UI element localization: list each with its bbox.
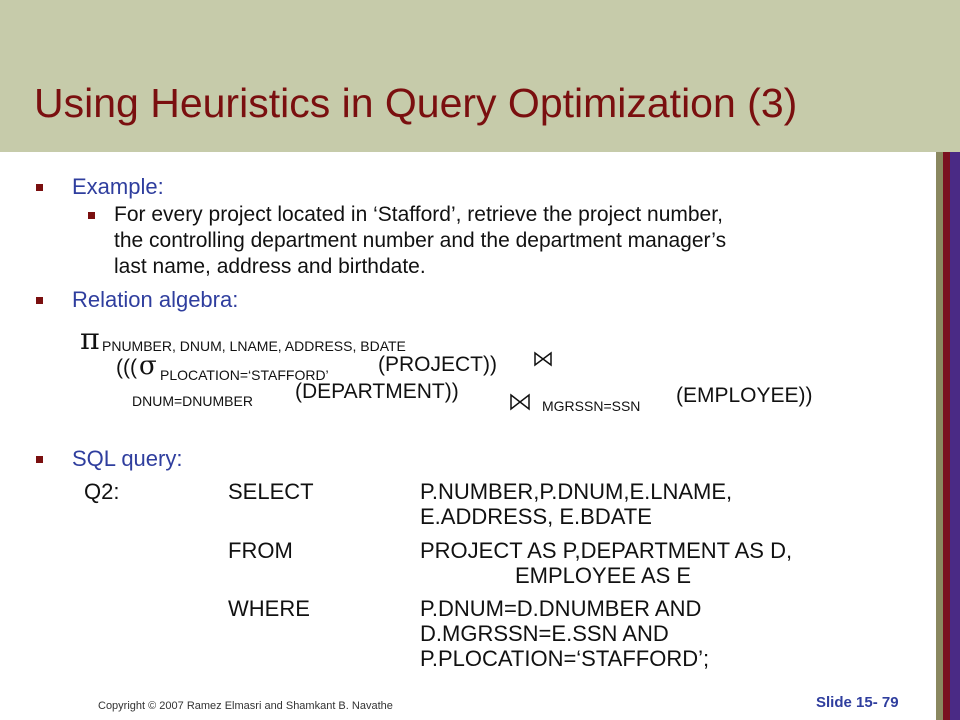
slide-title: Using Heuristics in Query Optimization (3) xyxy=(34,80,798,126)
slide-number: Slide 15- 79 xyxy=(816,694,899,711)
join-icon xyxy=(533,351,553,367)
example-line-2: the controlling department number and the department manager’s xyxy=(114,229,727,252)
sql-where-line-1: P.DNUM=D.DNUMBER AND xyxy=(420,596,702,621)
bullet-icon xyxy=(36,456,43,463)
sql-where-line-2: D.MGRSSN=E.SSN AND xyxy=(420,621,669,646)
example-line-1: For every project located in ‘Stafford’, retrieve the project number, xyxy=(114,203,723,226)
relalg-label: Relation algebra: xyxy=(72,287,239,312)
title-band xyxy=(0,0,960,152)
algebra-open-paren: ((( xyxy=(116,356,137,379)
selection-condition: PLOCATION=‘STAFFORD’ xyxy=(160,367,329,383)
decor-stripe-purple xyxy=(950,152,960,720)
sql-from-keyword: FROM xyxy=(228,538,293,563)
example-label: Example: xyxy=(72,174,164,199)
algebra-project: (PROJECT)) xyxy=(378,353,497,376)
sql-from-line-2: EMPLOYEE AS E xyxy=(515,563,692,588)
example-line-3: last name, address and birthdate. xyxy=(114,255,426,278)
sql-where-line-3: P.PLOCATION=‘STAFFORD’; xyxy=(420,646,710,671)
bullet-icon xyxy=(36,184,43,191)
sql-select-line-2: E.ADDRESS, E.BDATE xyxy=(420,504,652,529)
algebra-department: (DEPARTMENT)) xyxy=(295,380,459,403)
query-label: Q2: xyxy=(84,479,120,504)
sql-where-keyword: WHERE xyxy=(228,596,310,621)
pi-symbol: π xyxy=(80,322,100,357)
algebra-employee: (EMPLOYEE)) xyxy=(676,384,813,407)
join-condition-2: MGRSSN=SSN xyxy=(542,398,641,414)
bullet-icon xyxy=(36,297,43,304)
sql-select-line-1: P.NUMBER,P.DNUM,E.LNAME, xyxy=(420,479,733,504)
sql-label: SQL query: xyxy=(72,446,183,471)
sql-select-keyword: SELECT xyxy=(228,479,314,504)
bullet-icon xyxy=(88,212,95,219)
copyright-text: Copyright © 2007 Ramez Elmasri and Shamkant B. Navathe xyxy=(98,700,393,712)
sql-from-line-1: PROJECT AS P,DEPARTMENT AS D, xyxy=(420,538,793,563)
join-icon xyxy=(509,393,531,411)
join-condition-1: DNUM=DNUMBER xyxy=(132,393,253,409)
decor-stripe-red xyxy=(943,152,950,720)
projection-attributes: PNUMBER, DNUM, LNAME, ADDRESS, BDATE xyxy=(102,338,406,354)
decor-stripe-olive xyxy=(936,152,943,720)
sigma-symbol: σ xyxy=(139,351,157,381)
